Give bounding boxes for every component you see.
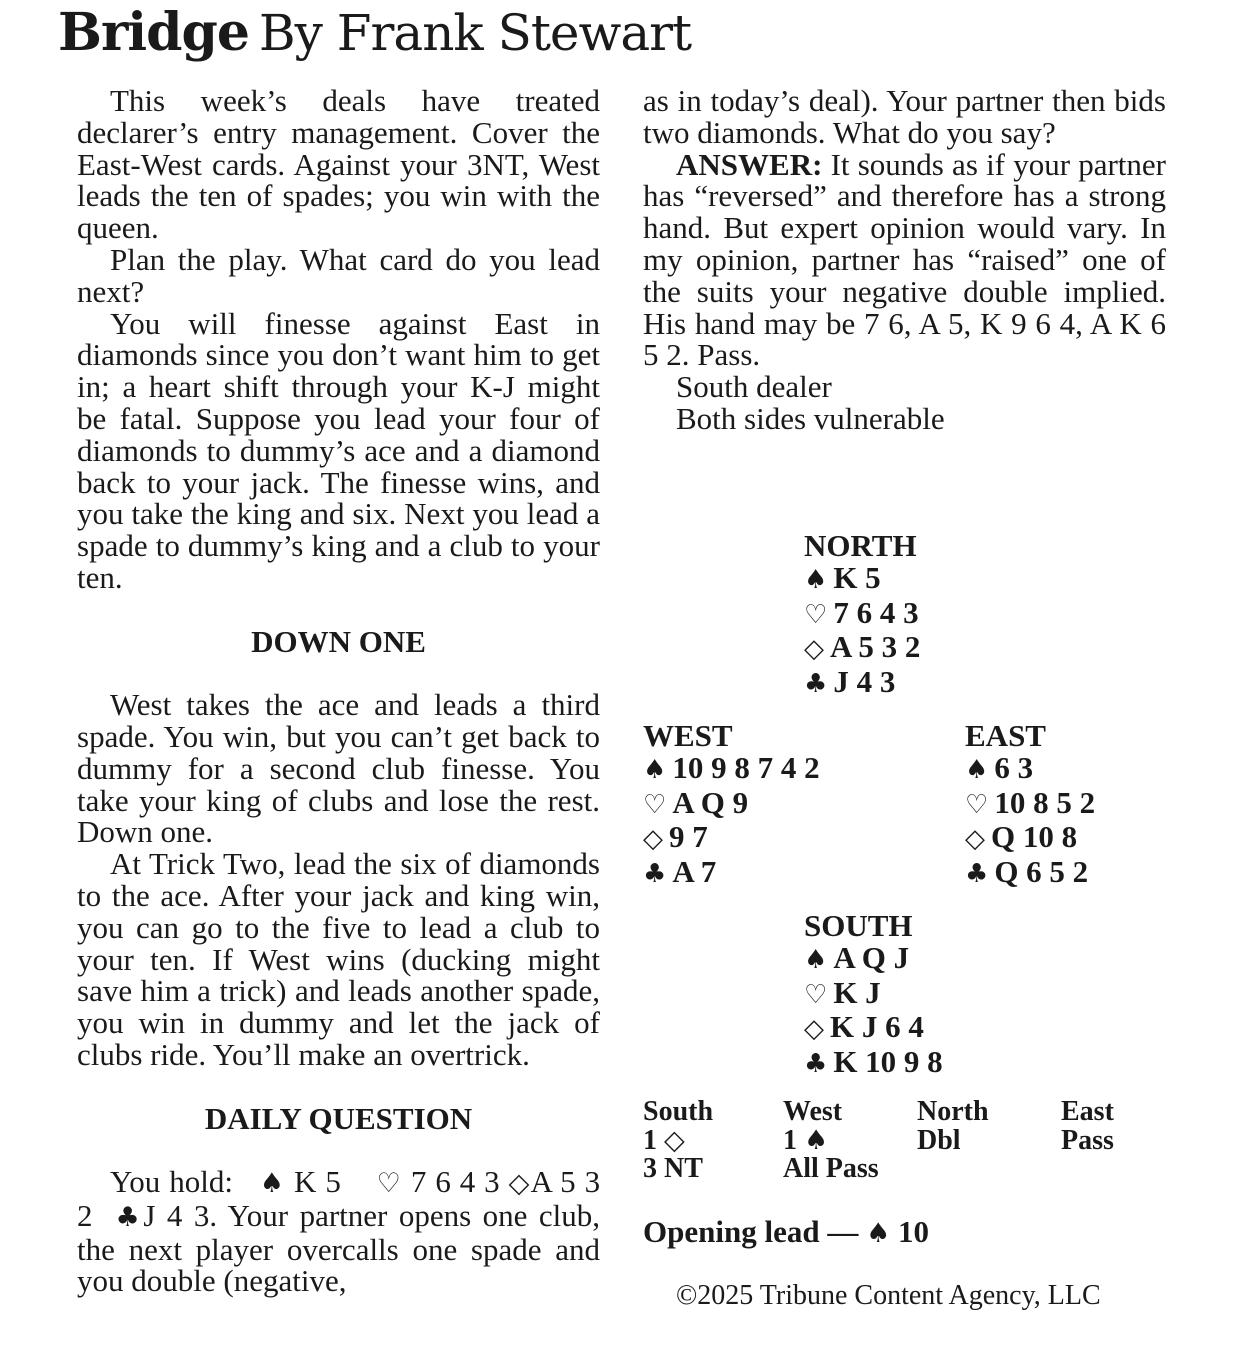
west-spades: 10 9 8 7 4 2 — [672, 749, 820, 785]
question-you-hold: You hold: — [110, 1164, 233, 1200]
heart-icon: ♡ — [804, 599, 828, 630]
auction-south-2: 3 NT — [643, 1153, 703, 1184]
north-clubs: J 4 3 — [833, 664, 896, 700]
north-label: NORTH — [804, 528, 917, 563]
question-diamonds: A 5 3 2 — [77, 1164, 601, 1233]
right-column — [643, 85, 1166, 435]
east-clubs: Q 6 5 2 — [994, 854, 1089, 890]
diamond-icon: ◇ — [804, 634, 824, 665]
club-icon: ♣ — [115, 1201, 144, 1233]
paragraph-trick-two: At Trick Two, lead the six of diamonds to the ace. After your jack and king win, you can go to the five to lead a club to your ten. If West wins (ducking might save him a trick) and leads another spade, you win in dummy and let the jack of clubs ride. You’ll make an overtrick. — [77, 846, 600, 1072]
answer-text: It sounds as if your partner has “reversed” and therefore has a strong hand. But expert opinion would vary. In my opinion, partner has “raised” one of the suits your negative double implied. His hand may be 7 6, A 5, K 9 6 4, A K 6 5 2. Pass. — [643, 146, 1166, 373]
west-clubs: A 7 — [672, 854, 717, 890]
answer-label: ANSWER: — [676, 146, 823, 182]
east-hearts: 10 8 5 2 — [994, 784, 1096, 820]
spade-icon: ♠ — [965, 754, 989, 785]
south-spades: A Q J — [833, 939, 910, 975]
title-bridge: Bridge — [58, 2, 249, 63]
south-hearts: K J — [833, 974, 881, 1010]
vulnerability-line: Both sides vulnerable — [676, 400, 945, 436]
spade-icon: ♠ — [866, 1218, 891, 1249]
west-label: WEST — [643, 718, 733, 753]
spade-icon: ♠ — [643, 754, 667, 785]
paragraph-answer — [643, 146, 1166, 373]
spade-icon: ♠ — [804, 564, 828, 595]
auction-bid — [783, 1124, 829, 1156]
paragraph-intro: This week’s deals have treated declarer’s entry management. Cover the East-West cards. Against your 3NT, West leads the ten of spades; you win with the queen. — [77, 83, 600, 246]
club-icon: ♣ — [804, 1049, 828, 1080]
north-spades: K 5 — [833, 559, 881, 595]
auction-header-south: South — [643, 1096, 714, 1127]
auction-north-1: Dbl — [917, 1124, 961, 1156]
question-spades: K 5 — [294, 1164, 341, 1200]
copyright: ©2025 Tribune Content Agency, LLC — [676, 1280, 1101, 1311]
south-clubs: K 10 9 8 — [833, 1044, 943, 1080]
spade-icon: ♠ — [259, 1168, 286, 1200]
spade-icon: ♠ — [804, 944, 828, 975]
north-hand — [804, 530, 920, 701]
west-diamonds: 9 7 — [669, 819, 708, 855]
north-diamonds: A 5 3 2 — [830, 629, 921, 665]
opening-lead-card: 10 — [898, 1214, 930, 1249]
question-rest: Your partner opens one club, the next player overcalls one spade and you double (negative, — [77, 1197, 600, 1299]
paragraph-finesse: You will finesse against East in diamonds since you don’t want him to get in; a heart shift through your K-J might be fatal. Suppose you lead your four of diamonds to dummy’s ace and a diamond back to your jack. The finesse wins, and you take the king and six. Next you lead a spade to dummy’s king and a club to your ten. — [77, 305, 600, 595]
left-column — [77, 85, 600, 1297]
east-hand — [965, 720, 1095, 891]
auction-header-west: West — [783, 1096, 843, 1127]
auction-south-1: 1 — [643, 1124, 657, 1156]
auction-bid — [643, 1124, 685, 1156]
diamond-icon: ◇ — [965, 824, 985, 855]
spade-icon: ♠ — [804, 1124, 829, 1156]
question-hearts: 7 6 4 3 — [410, 1164, 500, 1200]
opening-lead — [643, 1214, 929, 1250]
paragraph-down-one: West takes the ace and leads a third spade. You win, but you can’t get back to dummy for a second club finesse. You take your king of clubs and lose the rest. Down one. — [77, 687, 600, 850]
club-icon: ♣ — [643, 859, 667, 890]
heart-icon: ♡ — [376, 1168, 402, 1200]
west-hearts: A Q 9 — [672, 784, 749, 820]
east-spades: 6 3 — [994, 749, 1034, 785]
south-hand — [804, 910, 943, 1081]
heart-icon: ♡ — [804, 979, 828, 1010]
auction-header-north: North — [917, 1096, 989, 1127]
auction-west-2: All Pass — [783, 1153, 879, 1184]
club-icon: ♣ — [965, 859, 989, 890]
diamond-icon: ◇ — [508, 1168, 531, 1200]
club-icon: ♣ — [804, 669, 828, 700]
column-title — [58, 2, 691, 64]
heart-icon: ♡ — [965, 789, 989, 820]
diamond-icon: ◇ — [643, 824, 663, 855]
opening-lead-label: Opening lead — — [643, 1214, 859, 1249]
heart-icon: ♡ — [643, 789, 667, 820]
auction-east-1: Pass — [1061, 1124, 1114, 1156]
paragraph-question-cont: as in today’s deal). Your partner then bids two diamonds. What do you say? — [643, 83, 1166, 150]
diamond-icon: ◇ — [804, 1014, 824, 1045]
east-diamonds: Q 10 8 — [991, 819, 1078, 855]
paragraph-question — [77, 1166, 600, 1297]
south-diamonds: K J 6 4 — [830, 1009, 924, 1045]
south-label: SOUTH — [804, 908, 913, 943]
title-byline: By Frank Stewart — [258, 4, 692, 62]
auction-header-east: East — [1061, 1096, 1114, 1127]
heading-daily-question: DAILY QUESTION — [204, 1100, 473, 1136]
west-hand — [643, 720, 820, 891]
paragraph-plan: Plan the play. What card do you lead next? — [77, 241, 600, 309]
auction-west-1: 1 — [783, 1124, 797, 1156]
diamond-icon: ◇ — [664, 1124, 685, 1156]
question-clubs: J 4 3. — [143, 1197, 218, 1233]
dealer-line: South dealer — [676, 369, 832, 405]
north-hearts: 7 6 4 3 — [833, 594, 919, 630]
east-label: EAST — [965, 718, 1046, 753]
heading-down-one: DOWN ONE — [251, 623, 426, 659]
